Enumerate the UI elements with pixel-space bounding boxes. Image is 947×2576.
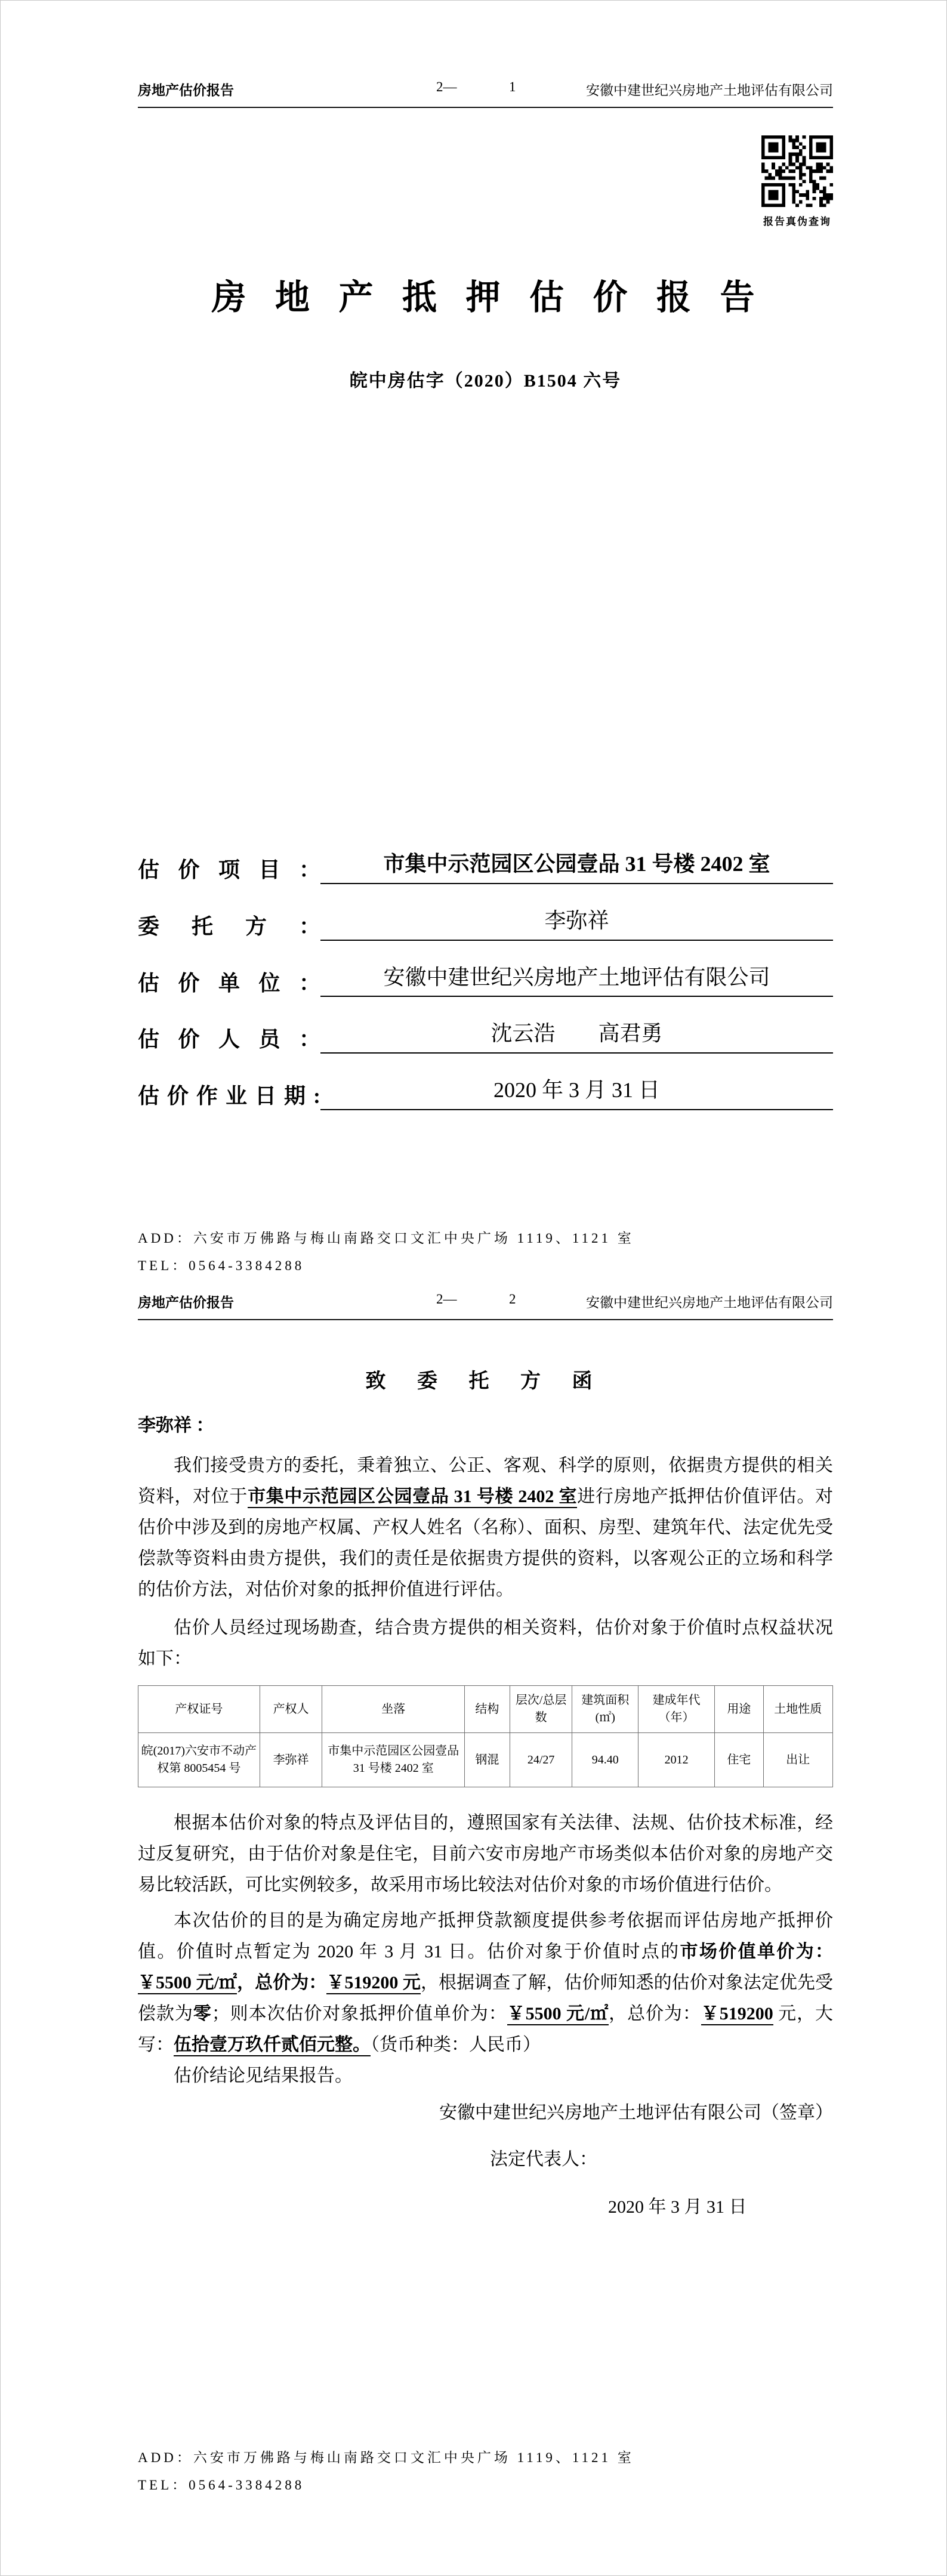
text-run: 我们接受贵方的委托，秉着独立、公正、客观、科学的原则，依据贵方提供的相关资料，对位于 — [138, 1456, 833, 1506]
page2-running-header — [138, 1292, 833, 1311]
signature-legal-rep: 法定代表人： — [490, 2149, 597, 2169]
text-run: ；则本次估价对象抵押价值单价为： — [211, 2004, 507, 2024]
running-header-company: 安徽中建世纪兴房地产土地评估有限公司 — [586, 1295, 833, 1310]
field-agency — [138, 963, 833, 997]
salutation: 李弥祥 ： — [138, 1416, 214, 1435]
cell-use: 住宅 — [715, 1733, 763, 1787]
running-header-company: 安徽中建世纪兴房地产土地评估有限公司 — [586, 83, 833, 98]
field-agency-label: 估价单位： — [138, 971, 320, 995]
report-title: 房 地 产 抵 押 估 价 报 告 — [211, 278, 760, 317]
text-run: 零 — [193, 2004, 212, 2024]
running-header-doc-type: 房地产估价报告 — [138, 83, 234, 98]
cell-year-built: 2012 — [638, 1733, 715, 1787]
col-land-nature: 土地性质 — [763, 1686, 832, 1733]
text-run: 进行房地产抵押估价值评估。对估价中涉及到的房地产权属、产权人姓名（名称）、面积、房型、建筑年代、法定优先受偿款等资料由贵方提供，我们的责任是依据贵方提供的资料，以客观公正的立场和科学的估价方法，对估价对象的抵押价值进行评估。 — [138, 1487, 834, 1599]
text-run: ￥5500 元/㎡ — [507, 2004, 609, 2025]
page1-footer — [138, 1225, 833, 1280]
field-client — [138, 907, 833, 941]
paragraph-method: 根据本估价对象的特点及评估目的，遵照国家有关法律、法规、估价技术标准，经过反复研究，由于估价对象是住宅，目前六安市房地产市场类似本估价对象的房地产交易比较活跃，可比实例较多，故采用市场比较法对估价对象的市场价值进行估价。 — [138, 1813, 833, 1895]
text-run: ￥519200 元 — [326, 1973, 421, 1994]
signature-company: 安徽中建世纪兴房地产土地评估有限公司（签章） — [439, 2103, 833, 2123]
header-rule — [138, 107, 833, 108]
text-run: ，根据调查了解，估价师知悉的估价对象法定优先受偿款为 — [138, 1973, 834, 2024]
field-appraisers-label: 估价人员： — [138, 1027, 320, 1052]
qr-code — [761, 135, 833, 207]
col-use: 用途 — [715, 1686, 763, 1733]
running-header-volume: 2— — [436, 1292, 457, 1306]
field-appraisers — [138, 1020, 833, 1054]
paragraph-intro — [138, 1450, 833, 1605]
footer-phone: TEL：0564-3384288 — [138, 2478, 305, 2492]
table-header-row — [138, 1686, 833, 1733]
paragraph-valuation — [138, 1905, 833, 2061]
col-year-built: 建成年代（年） — [638, 1686, 715, 1733]
running-header-page-number: 2 — [509, 1292, 516, 1306]
header-rule — [138, 1319, 833, 1320]
footer-address: ADD：六安市万佛路与梅山南路交口文汇中央广场 1119、1121 室 — [138, 1231, 634, 1246]
cell-cert-no: 皖(2017)六安市不动产权第 8005454 号 — [138, 1733, 260, 1787]
property-table — [138, 1685, 833, 1787]
text-run: 元，大写： — [138, 2004, 834, 2055]
field-project-value: 市集中示范园区公园壹品 31 号楼 2402 室 — [320, 850, 833, 884]
col-cert-no: 产权证号 — [138, 1686, 260, 1733]
field-client-value: 李弥祥 — [320, 907, 833, 941]
cover-fields — [138, 850, 833, 1133]
col-area: 建筑面积(㎡) — [572, 1686, 638, 1733]
col-location: 坐落 — [322, 1686, 465, 1733]
cell-owner: 李弥祥 — [260, 1733, 322, 1787]
cell-area: 94.40 — [572, 1733, 638, 1787]
footer-address: ADD：六安市万佛路与梅山南路交口文汇中央广场 1119、1121 室 — [138, 2450, 634, 2465]
text-run: 市集中示范园区公园壹品 31 号楼 2402 室 — [248, 1487, 577, 1508]
text-run: ，总价为： — [609, 2004, 701, 2024]
field-project-label: 估价项目： — [138, 858, 320, 882]
running-header-doc-type: 房地产估价报告 — [138, 1295, 234, 1310]
text-run: 市场价值单价为： — [680, 1942, 834, 1962]
field-client-label: 委托方： — [138, 914, 320, 938]
field-agency-value: 安徽中建世纪兴房地产土地评估有限公司 — [320, 963, 833, 997]
running-header-volume: 2— — [436, 79, 457, 94]
paragraph-survey: 估价人员经过现场勘查，结合贵方提供的相关资料，估价对象于价值时点权益状况如下： — [138, 1618, 833, 1669]
signature-date: 2020 年 3 月 31 日 — [608, 2197, 747, 2217]
col-owner: 产权人 — [260, 1686, 322, 1733]
cell-land-nature: 出让 — [763, 1733, 832, 1787]
text-run: ￥5500 元/㎡ — [138, 1973, 237, 1994]
paragraph-conclusion: 估价结论见结果报告。 — [174, 2066, 353, 2086]
col-structure: 结构 — [465, 1686, 510, 1733]
text-run: ￥519200 — [701, 2004, 773, 2025]
letter-body — [138, 1413, 833, 2223]
col-floor: 层次/总层数 — [510, 1686, 572, 1733]
text-run: ，总价为： — [237, 1973, 327, 1993]
cell-location: 市集中示范园区公园壹品 31 号楼 2402 室 — [322, 1733, 465, 1787]
field-work-date-label: 估价作业日期: — [138, 1084, 320, 1108]
report-number: 皖中房估字（2020）B1504 六号 — [349, 371, 622, 391]
qr-caption: 报告真伪查询 — [763, 216, 831, 227]
text-run: 本次估价的目的是为确定房地产抵押贷款额度提供参考依据而评估房地产抵押价值。价值时点暂定为 2020 年 3 月 31 日。估价对象于价值时点的 — [138, 1911, 833, 1962]
cell-structure: 钢混 — [465, 1733, 510, 1787]
letter-title: 致 委 托 方 函 — [365, 1370, 606, 1392]
table-data-row — [138, 1733, 833, 1787]
text-run: （货币种类：人民币） — [371, 2035, 541, 2055]
field-work-date — [138, 1076, 833, 1110]
field-project — [138, 850, 833, 884]
field-appraisers-value: 沈云浩 高君勇 — [320, 1020, 833, 1054]
text-run: 伍拾壹万玖仟贰佰元整。 — [174, 2035, 371, 2056]
footer-phone: TEL：0564-3384288 — [138, 1258, 305, 1273]
page1-running-header — [138, 79, 833, 98]
field-work-date-value: 2020 年 3 月 31 日 — [320, 1076, 833, 1110]
cell-floor: 24/27 — [510, 1733, 572, 1787]
page2-footer — [138, 2444, 833, 2499]
running-header-page-number: 1 — [509, 79, 516, 94]
